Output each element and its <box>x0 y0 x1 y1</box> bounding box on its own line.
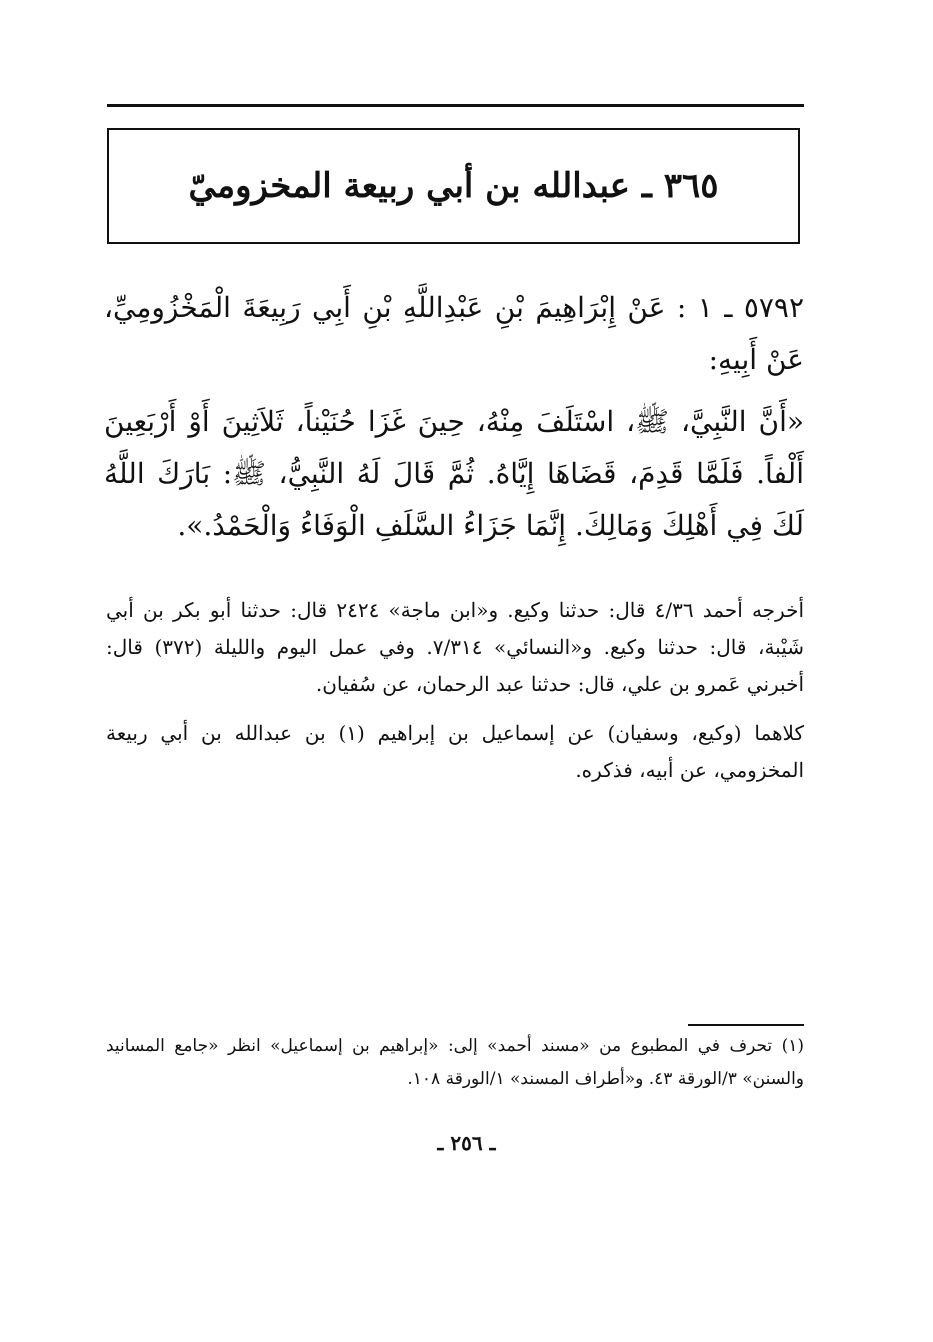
hadith-matn: «أَنَّ النَّبِيَّ، ﷺ، اسْتَلَفَ مِنْهُ، حِينَ غَزَا حُنَيْناً، ثَلاَثِينَ أَوْ أَرْبَعِينَ أَلْفاً. فَلَمَّا قَدِمَ، قَضَاهَا إِيَّاهُ. ثُمَّ قَالَ لَهُ النَّبِيُّ، ﷺ: بَارَكَ اللَّهُ لَكَ فِي أَهْلِكَ وَمَالِكَ. إِنَّمَا جَزَاءُ السَّلَفِ الْوَفَاءُ وَالْحَمْدُ.». <box>104 405 804 542</box>
top-rule <box>107 104 804 107</box>
footnote-text: (١) تحرف في المطبوع من «مسند أحمد» إلى: «إبراهيم بن إسماعيل» انظر «جامع المسانيد والسنن» ٣/الورقة ٤٣. و«أطراف المسند» ١/الورقة ١٠٨. <box>106 1036 804 1089</box>
footnote-rule <box>688 1024 804 1026</box>
hadith-isnad: ٥٧٩٢ ـ ١ : عَنْ إِبْرَاهِيمَ بْنِ عَبْدِاللَّهِ بْنِ أَبِي رَبِيعَةَ الْمَخْزُومِيِّ، عَنْ أَبِيهِ: <box>104 291 804 376</box>
hadith-text <box>104 282 804 552</box>
footnote <box>106 1030 804 1096</box>
chapter-title: ٣٦٥ ـ عبدالله بن أبي ربيعة المخزوميّ <box>188 166 719 206</box>
page-number: ـ ٢٥٦ ـ <box>437 1131 496 1155</box>
takhrij-section <box>106 592 804 789</box>
takhrij-paragraph: كلاهما (وكيع، وسفيان) عن إسماعيل بن إبراهيم (١) بن عبدالله بن أبي ربيعة المخزومي، عن أبيه، فذكره. <box>106 721 805 782</box>
chapter-title-box <box>107 128 800 244</box>
takhrij-paragraph: أخرجه أحمد ٤/٣٦ قال: حدثنا وكيع. و«ابن ماجة» ٢٤٢٤ قال: حدثنا أبو بكر بن أبي شَيْبة، قال: حدثنا وكيع. و«النسائي» ٧/٣١٤. وفي عمل اليوم والليلة (٣٧٢) قال: أخبرني عَمرو بن علي، قال: حدثنا عبد الرحمان، عن سُفيان. <box>106 598 804 696</box>
